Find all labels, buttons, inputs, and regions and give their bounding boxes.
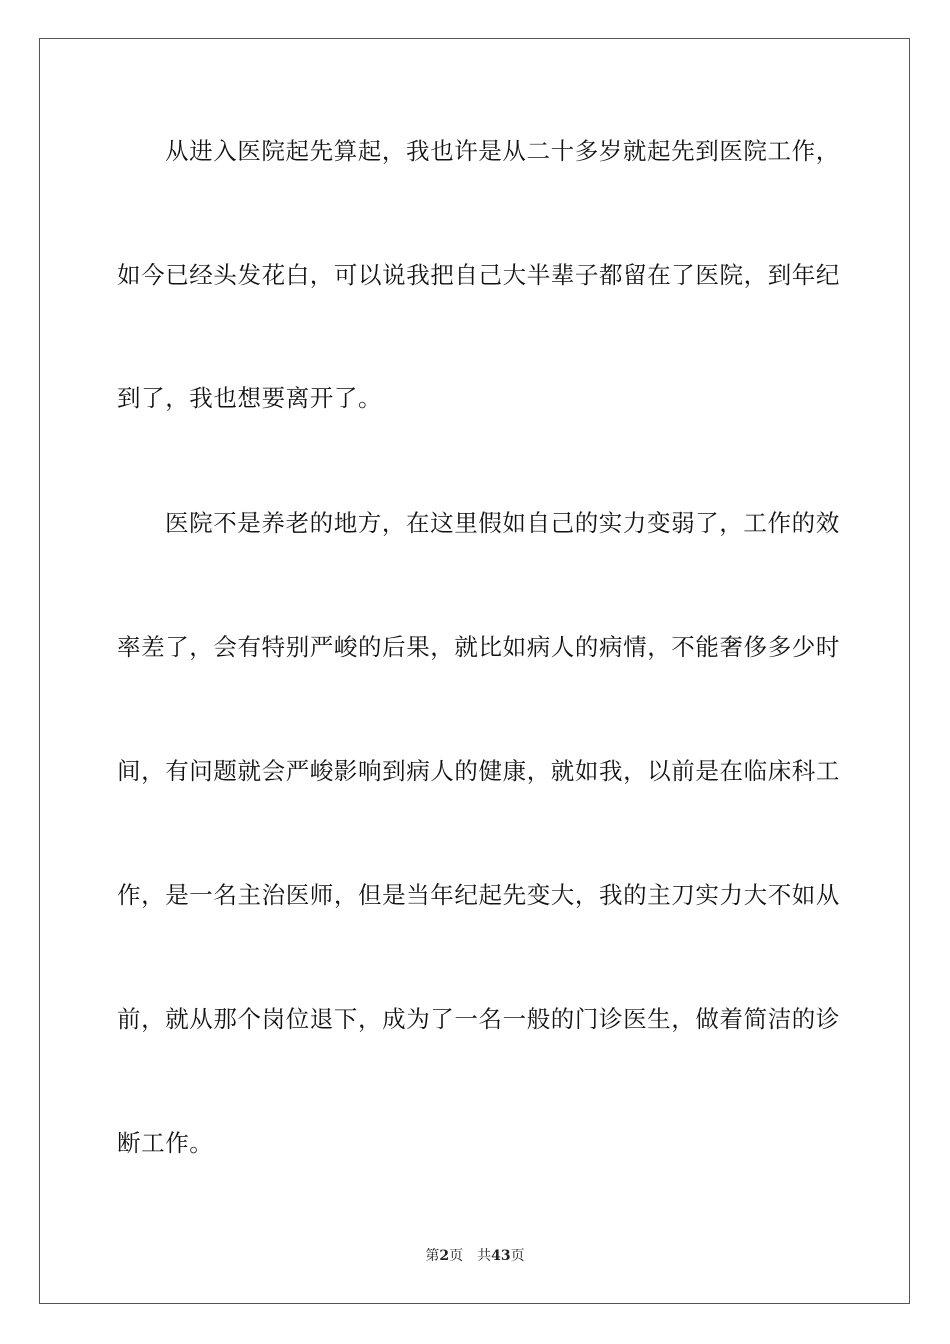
paragraph-1-line-1: 从进入医院起先算起，我也许是从二十多岁就起先到医院工作，: [165, 137, 840, 165]
footer-total-prefix: 共: [477, 1248, 492, 1264]
paragraph-2-line-4: 作，是一名主治医师，但是当年纪起先变大，我的主刀实力大不如从: [117, 881, 840, 909]
footer-total-suffix: 页: [510, 1248, 525, 1264]
paragraph-1-line-3: 到了，我也想要离开了。: [117, 384, 383, 412]
page-frame: [39, 38, 910, 1304]
footer-page-prefix: 第: [425, 1248, 440, 1264]
paragraph-1-line-2: 如今已经头发花白，可以说我把自己大半辈子都留在了医院，到年纪: [117, 261, 840, 289]
paragraph-2-line-3: 间，有问题就会严峻影响到病人的健康，就如我，以前是在临床科工: [117, 757, 840, 785]
footer-page-suffix: 页: [449, 1248, 464, 1264]
paragraph-2-line-2: 率差了，会有特别严峻的后果，就比如病人的病情，不能奢侈多少时: [117, 633, 840, 661]
footer-total-pages: 43: [491, 1248, 511, 1264]
paragraph-2-line-5: 前，就从那个岗位退下，成为了一名一般的门诊医生，做着简洁的诊: [117, 1005, 840, 1033]
paragraph-2-line-1: 医院不是养老的地方，在这里假如自己的实力变弱了，工作的效: [165, 509, 840, 537]
footer-page-number: 2: [439, 1248, 450, 1264]
paragraph-2-line-6: 断工作。: [117, 1129, 214, 1157]
page-footer: [0, 1246, 950, 1266]
